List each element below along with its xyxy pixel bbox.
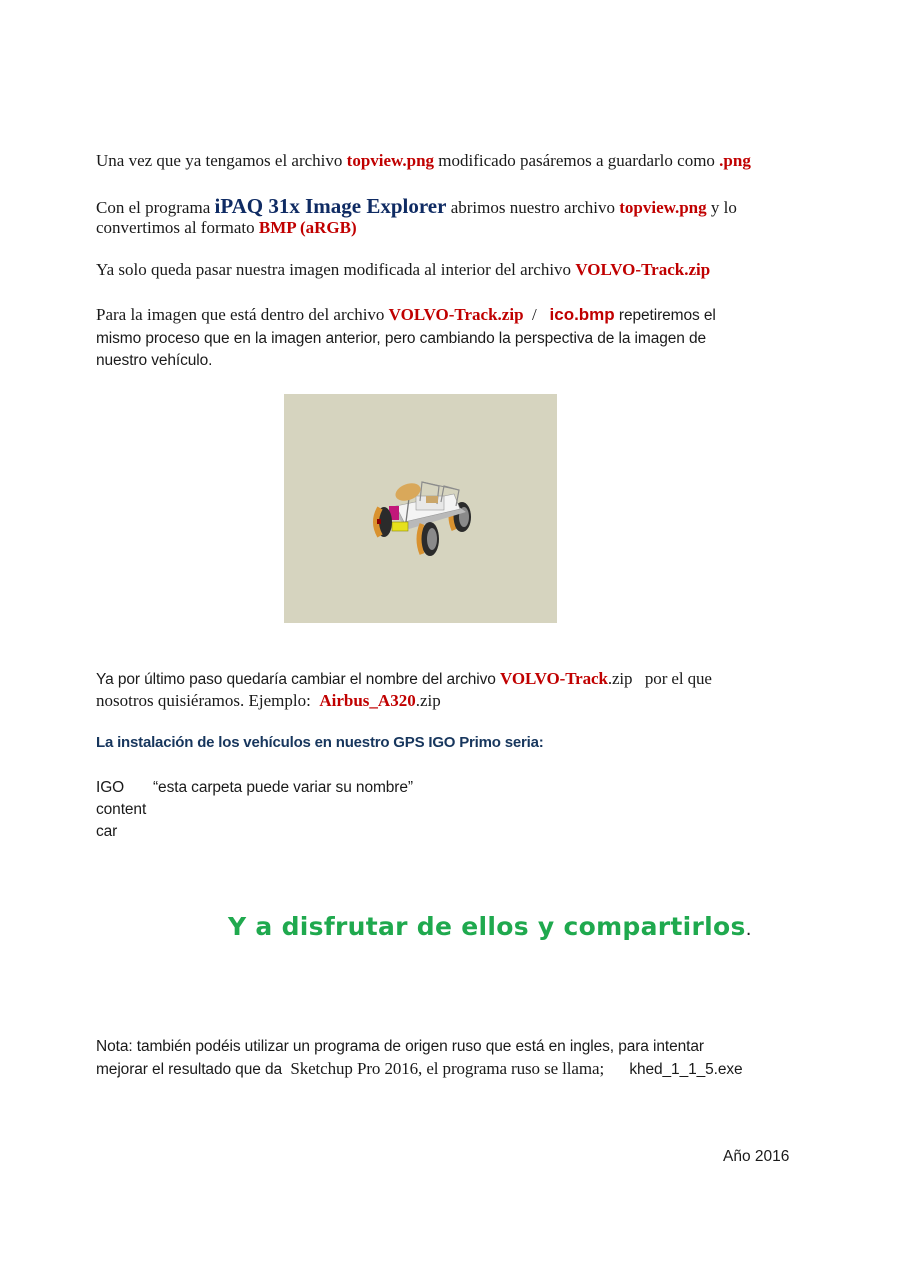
paragraph-text: por el que (632, 669, 712, 688)
vehicle-image (284, 394, 557, 623)
note-text-serif: Sketchup Pro 2016, el programa ruso se llama; (286, 1059, 605, 1078)
footer-year: Año 2016 (723, 1148, 790, 1165)
folder-item-car (96, 821, 117, 843)
lunar-rover-illustration (284, 394, 557, 623)
paragraph-rename-file (96, 668, 712, 691)
extension-png: .png (719, 151, 751, 170)
filename-topview: topview.png (346, 151, 435, 170)
install-heading: La instalación de los vehículos en nuestro GPS IGO Primo seria: (96, 734, 544, 751)
paragraph-insert-zip (96, 259, 710, 281)
paragraph-open-program-line2 (96, 217, 357, 239)
note-line2 (96, 1058, 743, 1081)
closing-title-text: Y a disfrutar de ellos y compartirlos (228, 912, 746, 941)
paragraph-text: Con el programa (96, 198, 215, 217)
paragraph-rename-file-line2 (96, 690, 441, 712)
paragraph-save-png (96, 150, 751, 172)
extension-zip: .zip (607, 669, 633, 688)
filename-volvo-zip: VOLVO-Track.zip (388, 305, 524, 324)
paragraph-ico-bmp-line2: mismo proceso que en la imagen anterior, pero cambiando la perspectiva de la imagen de (96, 330, 707, 347)
note-line1: Nota: también podéis utilizar un programa de origen ruso que está en ingles, para intentar (96, 1038, 704, 1055)
paragraph-text: abrimos nuestro archivo (446, 198, 620, 217)
paragraph-ico-bmp-line3: nuestro vehículo. (96, 352, 213, 369)
closing-dot: . (745, 919, 752, 940)
paragraph-text: Ya solo queda pasar nuestra imagen modificada al interior del archivo (96, 260, 576, 279)
filename-airbus: Airbus_A320 (319, 691, 416, 710)
paragraph-text: y lo (706, 198, 737, 217)
filename-topview: topview.png (619, 198, 707, 217)
folder-note: “esta carpeta puede variar su nombre” (153, 779, 413, 796)
program-name: iPAQ 31x Image Explorer (214, 194, 447, 218)
paragraph-text: modificado pasáremos a guardarlo como (434, 151, 720, 170)
paragraph-text: nosotros quisiéramos. Ejemplo: (96, 691, 320, 710)
paragraph-text: convertimos al formato (96, 218, 259, 237)
paragraph-ico-bmp (96, 304, 716, 327)
folder-name: content (96, 801, 147, 818)
paragraph-text: Una vez que ya tengamos el archivo (96, 151, 347, 170)
paragraph-text: Ya por último paso quedaría cambiar el nombre del archivo (96, 671, 501, 688)
path-separator: / (523, 305, 550, 324)
folder-item-igo (96, 777, 413, 799)
note-text: mejorar el resultado que da (96, 1061, 287, 1078)
filename-volvo-track: VOLVO-Track (500, 669, 608, 688)
paragraph-open-program (96, 195, 737, 219)
folder-name: car (96, 823, 118, 840)
format-bmp: BMP (aRGB) (258, 218, 357, 237)
extension-zip: .zip (415, 691, 441, 710)
folder-item-content (96, 799, 146, 821)
folder-name: IGO (96, 779, 125, 796)
paragraph-text: Para la imagen que está dentro del archivo (96, 305, 389, 324)
filename-ico-bmp: ico.bmp (549, 305, 615, 324)
program-filename: khed_1_1_5.exe (604, 1061, 743, 1078)
paragraph-text: repetiremos el (614, 307, 716, 324)
filename-volvo-zip: VOLVO-Track.zip (575, 260, 711, 279)
closing-title (228, 912, 752, 941)
